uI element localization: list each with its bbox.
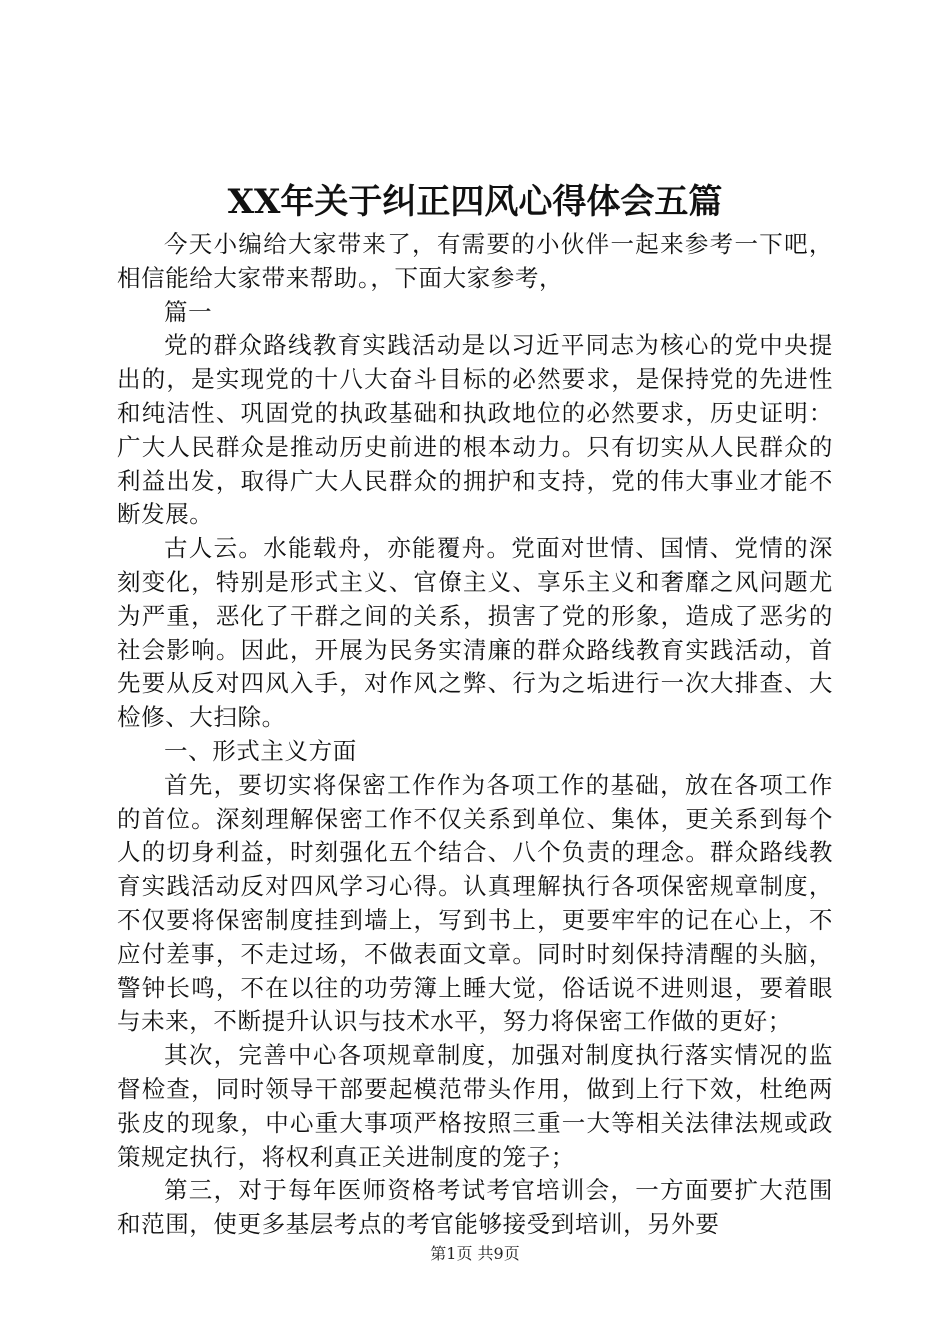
document-body (117, 228, 833, 1242)
paragraph: 第三，对于每年医师资格考试考官培训会，一方面要扩大范围和范围，使更多基层考点的考官能够接受到培训，另外要 (117, 1176, 833, 1239)
paragraph: 首先，要切实将保密工作作为各项工作的基础，放在各项工作的首位。深刻理解保密工作不仅关系到单位、集体，更关系到每个人的切身利益，时刻强化五个结合、八个负责的理念。群众路线教育实践活动反对四风学习心得。认真理解执行各项保密规章制度，不仅要将保密制度挂到墙上，写到书上，更要牢牢的记在心上，不应付差事，不走过场，不做表面文章。同时时刻保持清醒的头脑，警钟长鸣，不在以往的功劳簿上睡大觉，俗话说不进则退，要着眼与未来，不断提升认识与技术水平，努力将保密工作做的更好； (117, 770, 833, 1036)
subsection-heading-formalism: 一、形式主义方面 (164, 736, 357, 765)
paragraph: 古人云。水能载舟，亦能覆舟。党面对世情、国情、党情的深刻变化，特别是形式主义、官僚主义、享乐主义和奢靡之风问题尤为严重，恶化了干群之间的关系，损害了党的形象，造成了恶劣的社会影响。因此，开展为民务实清廉的群众路线教育实践活动，首先要从反对四风入手，对作风之弊、行为之垢进行一次大排查、大检修、大扫除。 (117, 534, 833, 732)
paragraph: 其次，完善中心各项规章制度，加强对制度执行落实情况的监督检查，同时领导干部要起模范带头作用，做到上行下效，杜绝两张皮的现象，中心重大事项严格按照三重一大等相关法律法规或政策规定执行，将权利真正关进制度的笼子； (117, 1041, 833, 1171)
intro-paragraph: 今天小编给大家带来了，有需要的小伙伴一起来参考一下吧，相信能给大家带来帮助。，下面大家参考， (117, 230, 833, 292)
paragraph: 党的群众路线教育实践活动是以习近平同志为核心的党中央提出的，是实现党的十八大奋斗目标的必然要求，是保持党的先进性和纯洁性、巩固党的执政基础和执政地位的必然要求，历史证明：广大人民群众是推动历史前进的根本动力。只有切实从人民群众的利益出发，取得广大人民群众的拥护和支持，党的伟大事业才能不断发展。 (117, 331, 833, 529)
page-footer-page-number: 第1页 共9页 (430, 1244, 520, 1263)
document-title: XX年关于纠正四风心得体会五篇 (227, 182, 723, 222)
section-heading-part-one: 篇一 (164, 297, 213, 326)
